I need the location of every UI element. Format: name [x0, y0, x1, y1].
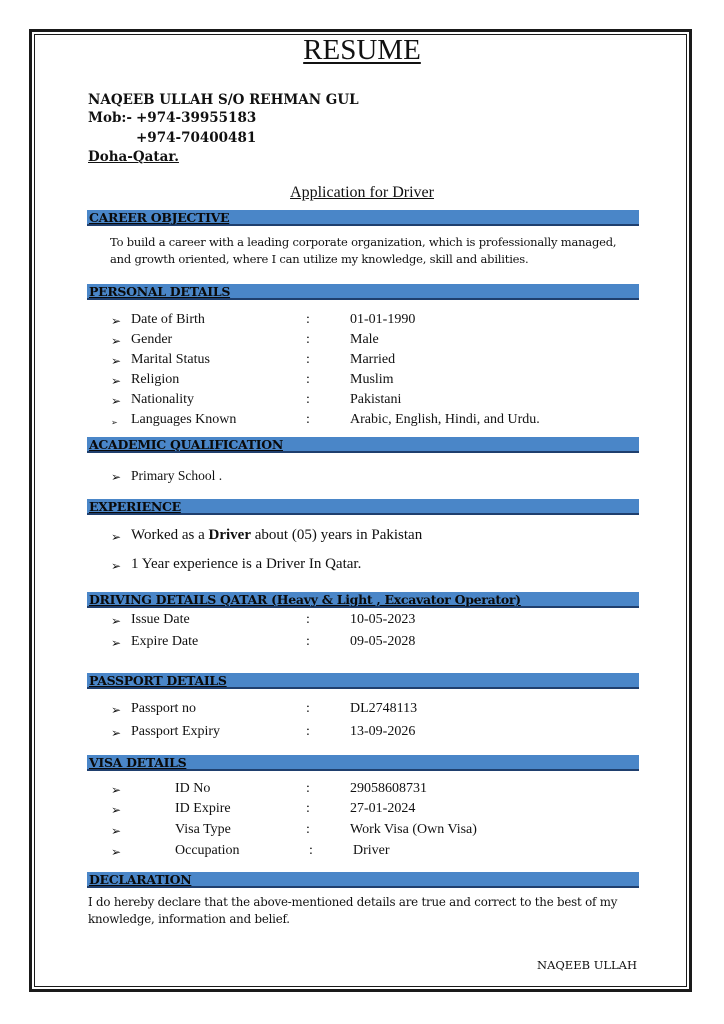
section-visa-details: VISA DETAILS [87, 755, 639, 771]
name-line: NAQEEB ULLAH S/O REHMAN GUL [88, 92, 359, 108]
bullet-icon: ➢ [111, 314, 122, 328]
section-career-objective: CAREER OBJECTIVE [87, 210, 639, 226]
personal-value: 01-01-1990 [350, 312, 416, 327]
colon-separator: : [306, 332, 310, 347]
experience-item-1: Worked as a Driver about (05) years in Pakistan [131, 527, 423, 543]
signature-name: NAQEEB ULLAH [537, 958, 637, 972]
colon-separator: : [306, 612, 310, 627]
phone-1: +974-39955183 [136, 110, 257, 126]
resume-title: RESUME [303, 34, 421, 66]
academic-item: Primary School . [131, 468, 223, 483]
bullet-icon: ➢ [111, 559, 122, 573]
personal-value: Male [350, 332, 379, 347]
passport-value: DL2748113 [350, 701, 418, 716]
bullet-icon: ➢ [111, 703, 122, 717]
colon-separator: : [306, 392, 310, 407]
visa-value: Work Visa (Own Visa) [350, 822, 477, 837]
section-experience: EXPERIENCE [87, 499, 639, 515]
bullet-icon: ➢ [111, 726, 122, 740]
section-driving-details: DRIVING DETAILS QATAR (Heavy & Light , Excavator Operator) [87, 592, 639, 608]
visa-label: Visa Type [175, 822, 231, 837]
colon-separator: : [306, 412, 310, 427]
mobile-label: Mob:- [88, 110, 132, 126]
personal-label: Gender [131, 332, 173, 347]
driving-value: 09-05-2028 [350, 634, 416, 649]
bullet-icon: ➢ [111, 470, 122, 484]
colon-separator: : [306, 352, 310, 367]
colon-separator: : [306, 701, 310, 716]
passport-label: Passport no [131, 701, 196, 716]
visa-label: ID Expire [175, 801, 231, 816]
location: Doha-Qatar. [88, 149, 179, 165]
section-declaration: DECLARATION [87, 872, 639, 888]
visa-label: ID No [175, 781, 211, 796]
bullet-icon: ➢ [111, 530, 122, 544]
career-objective-text: To build a career with a leading corporate organization, which is professionally managed, and growth oriented, where I can utilize my knowledge, skill and abilities. [110, 235, 617, 266]
section-personal-details: PERSONAL DETAILS [87, 284, 639, 300]
personal-label: Date of Birth [131, 312, 205, 327]
bullet-icon: ➢ [111, 334, 122, 348]
colon-separator: : [306, 822, 310, 837]
colon-separator: : [306, 724, 310, 739]
personal-value: Married [350, 352, 396, 367]
bullet-icon: ➢ [111, 374, 122, 388]
bullet-icon: ➢ [111, 394, 122, 408]
declaration-text: I do hereby declare that the above-mentioned details are true and correct to the best of my knowledge, information and belief. [88, 895, 618, 926]
colon-separator: : [306, 781, 310, 796]
personal-label: Nationality [131, 392, 194, 407]
driving-label: Expire Date [131, 634, 199, 649]
passport-value: 13-09-2026 [350, 724, 416, 739]
personal-value: Muslim [350, 372, 394, 387]
passport-label: Passport Expiry [131, 724, 221, 739]
bullet-icon: ➢ [111, 783, 122, 797]
section-passport-details: PASSPORT DETAILS [87, 673, 639, 689]
personal-value: Arabic, English, Hindi, and Urdu. [350, 412, 540, 427]
colon-separator: : [306, 801, 310, 816]
visa-value: 27-01-2024 [350, 801, 416, 816]
colon-separator: : [306, 634, 310, 649]
bullet-icon: ➢ [111, 803, 122, 817]
application-heading: Application for Driver [290, 184, 434, 201]
bullet-icon: ➢ [111, 824, 122, 838]
bullet-icon: ➢ [111, 845, 122, 859]
experience-item-2: 1 Year experience is a Driver In Qatar. [131, 556, 362, 572]
bullet-icon: ➢ [111, 418, 118, 427]
section-academic-qualification: ACADEMIC QUALIFICATION [87, 437, 639, 453]
phone-2: +974-70400481 [136, 130, 257, 146]
colon-separator: : [306, 372, 310, 387]
visa-value: 29058608731 [350, 781, 427, 796]
personal-label: Religion [131, 372, 180, 387]
personal-label: Marital Status [131, 352, 210, 367]
visa-label: Occupation [175, 843, 240, 858]
colon-separator: : [306, 312, 310, 327]
personal-label: Languages Known [131, 412, 237, 427]
bullet-icon: ➢ [111, 354, 122, 368]
visa-value: Driver [353, 843, 390, 858]
personal-value: Pakistani [350, 392, 402, 407]
colon-separator: : [309, 843, 313, 858]
bullet-icon: ➢ [111, 636, 122, 650]
driving-label: Issue Date [131, 612, 190, 627]
driving-value: 10-05-2023 [350, 612, 416, 627]
bullet-icon: ➢ [111, 614, 122, 628]
